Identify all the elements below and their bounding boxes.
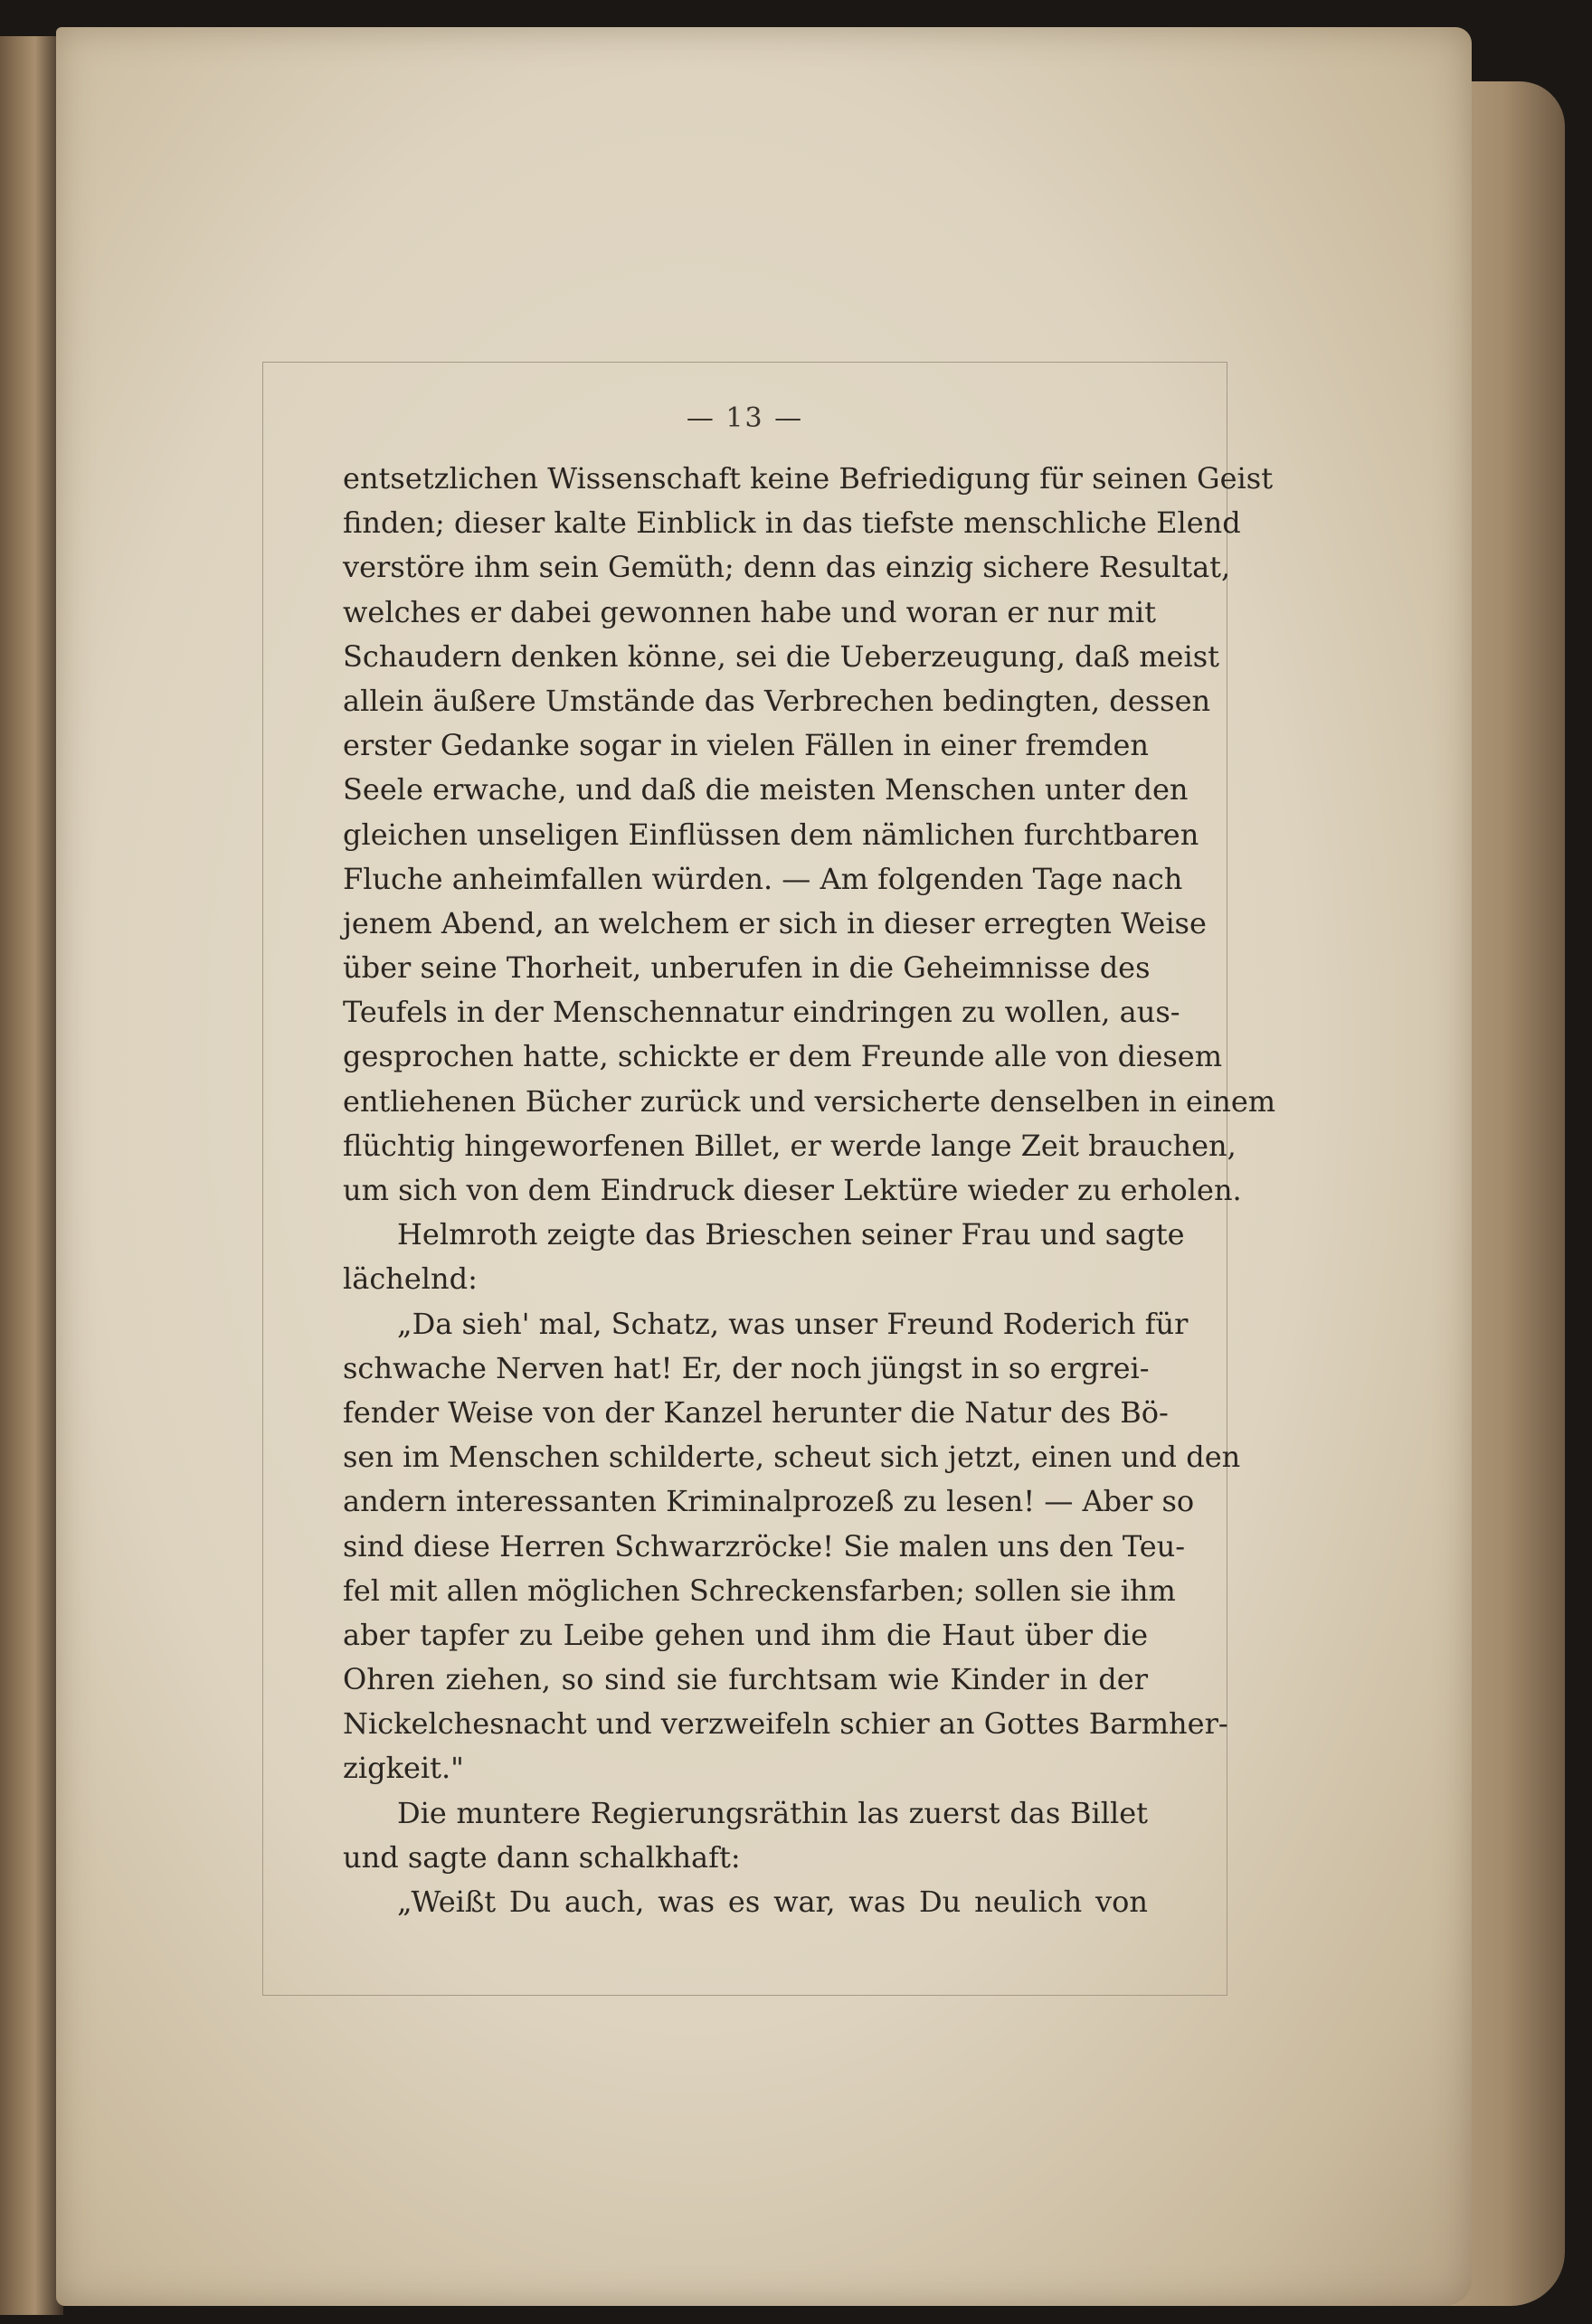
text-line: Helmroth zeigte das Brieschen seiner Frau und sagte — [397, 1217, 1185, 1252]
text-line: aber tapfer zu Leibe gehen und ihm die Haut über die — [343, 1617, 1148, 1652]
text-line: Seele erwache, und daß die meisten Menschen unter den — [343, 772, 1189, 808]
body-text — [343, 457, 1276, 1924]
text-line: gleichen unseligen Einflüssen dem nämlichen furchtbaren — [343, 817, 1199, 852]
text-line: erster Gedanke sogar in vielen Fällen in einer fremden — [343, 728, 1149, 763]
text-line: schwache Nerven hat! Er, der noch jüngst in so ergrei- — [343, 1350, 1150, 1385]
text-line: andern interessanten Kriminalprozeß zu lesen! — Aber so — [343, 1484, 1195, 1519]
text-line: „Weißt Du auch, was es war, was Du neulich von — [397, 1885, 1148, 1919]
text-line: fender Weise von der Kanzel herunter die Natur des Bö- — [343, 1394, 1169, 1430]
page-number: — 13 — — [686, 402, 804, 434]
text-line: Teufels in der Menschennatur eindringen zu wollen, aus- — [343, 995, 1180, 1030]
book-page — [56, 27, 1472, 2306]
facing-page-edge — [0, 36, 63, 2315]
text-line: verstöre ihm sein Gemüth; denn das einzig sichere Resultat, — [343, 550, 1231, 585]
text-line: Schaudern denken könne, sei die Ueberzeugung, daß meist — [343, 638, 1219, 674]
text-line: Nickelchesnacht und verzweifeln schier an Gottes Barmher- — [343, 1706, 1228, 1742]
text-line: „Da sieh' mal, Schatz, was unser Freund Roderich für — [397, 1306, 1189, 1341]
text-line: sen im Menschen schilderte, scheut sich jetzt, einen und den — [343, 1440, 1241, 1475]
text-line: entliehenen Bücher zurück und versicherte denselben in einem — [343, 1083, 1276, 1119]
text-line: welches er dabei gewonnen habe und woran er nur mit — [343, 594, 1156, 629]
text-line: zigkeit." — [343, 1751, 464, 1786]
text-line: fel mit allen möglichen Schreckensfarben; sollen sie ihm — [343, 1573, 1176, 1608]
text-line: gesprochen hatte, schickte er dem Freunde alle von diesem — [343, 1039, 1223, 1074]
text-line: flüchtig hingeworfenen Billet, er werde lange Zeit brauchen, — [343, 1128, 1237, 1163]
text-line: Die muntere Regierungsräthin las zuerst das Billet — [397, 1795, 1148, 1830]
text-line: allein äußere Umstände das Verbrechen bedingten, dessen — [343, 683, 1211, 718]
text-line: Ohren ziehen, so sind sie furchtsam wie Kinder in der — [343, 1662, 1148, 1697]
text-frame — [262, 362, 1276, 1996]
text-line: sind diese Herren Schwarzröcke! Sie malen uns den Teu- — [343, 1528, 1186, 1564]
text-line: lächelnd: — [343, 1261, 478, 1297]
text-line: über seine Thorheit, unberufen in die Geheimnisse des — [343, 950, 1151, 986]
text-line: um sich von dem Eindruck dieser Lektüre wieder zu erholen. — [343, 1173, 1242, 1207]
text-line: und sagte dann schalkhaft: — [343, 1839, 741, 1875]
text-line: entsetzlichen Wissenschaft keine Befriedigung für seinen Geist — [343, 461, 1274, 496]
text-line: Fluche anheimfallen würden. — Am folgenden Tage nach — [343, 861, 1183, 896]
text-line: jenem Abend, an welchem er sich in dieser erregten Weise — [343, 905, 1207, 940]
text-line: finden; dieser kalte Einblick in das tiefste menschliche Elend — [343, 505, 1241, 541]
